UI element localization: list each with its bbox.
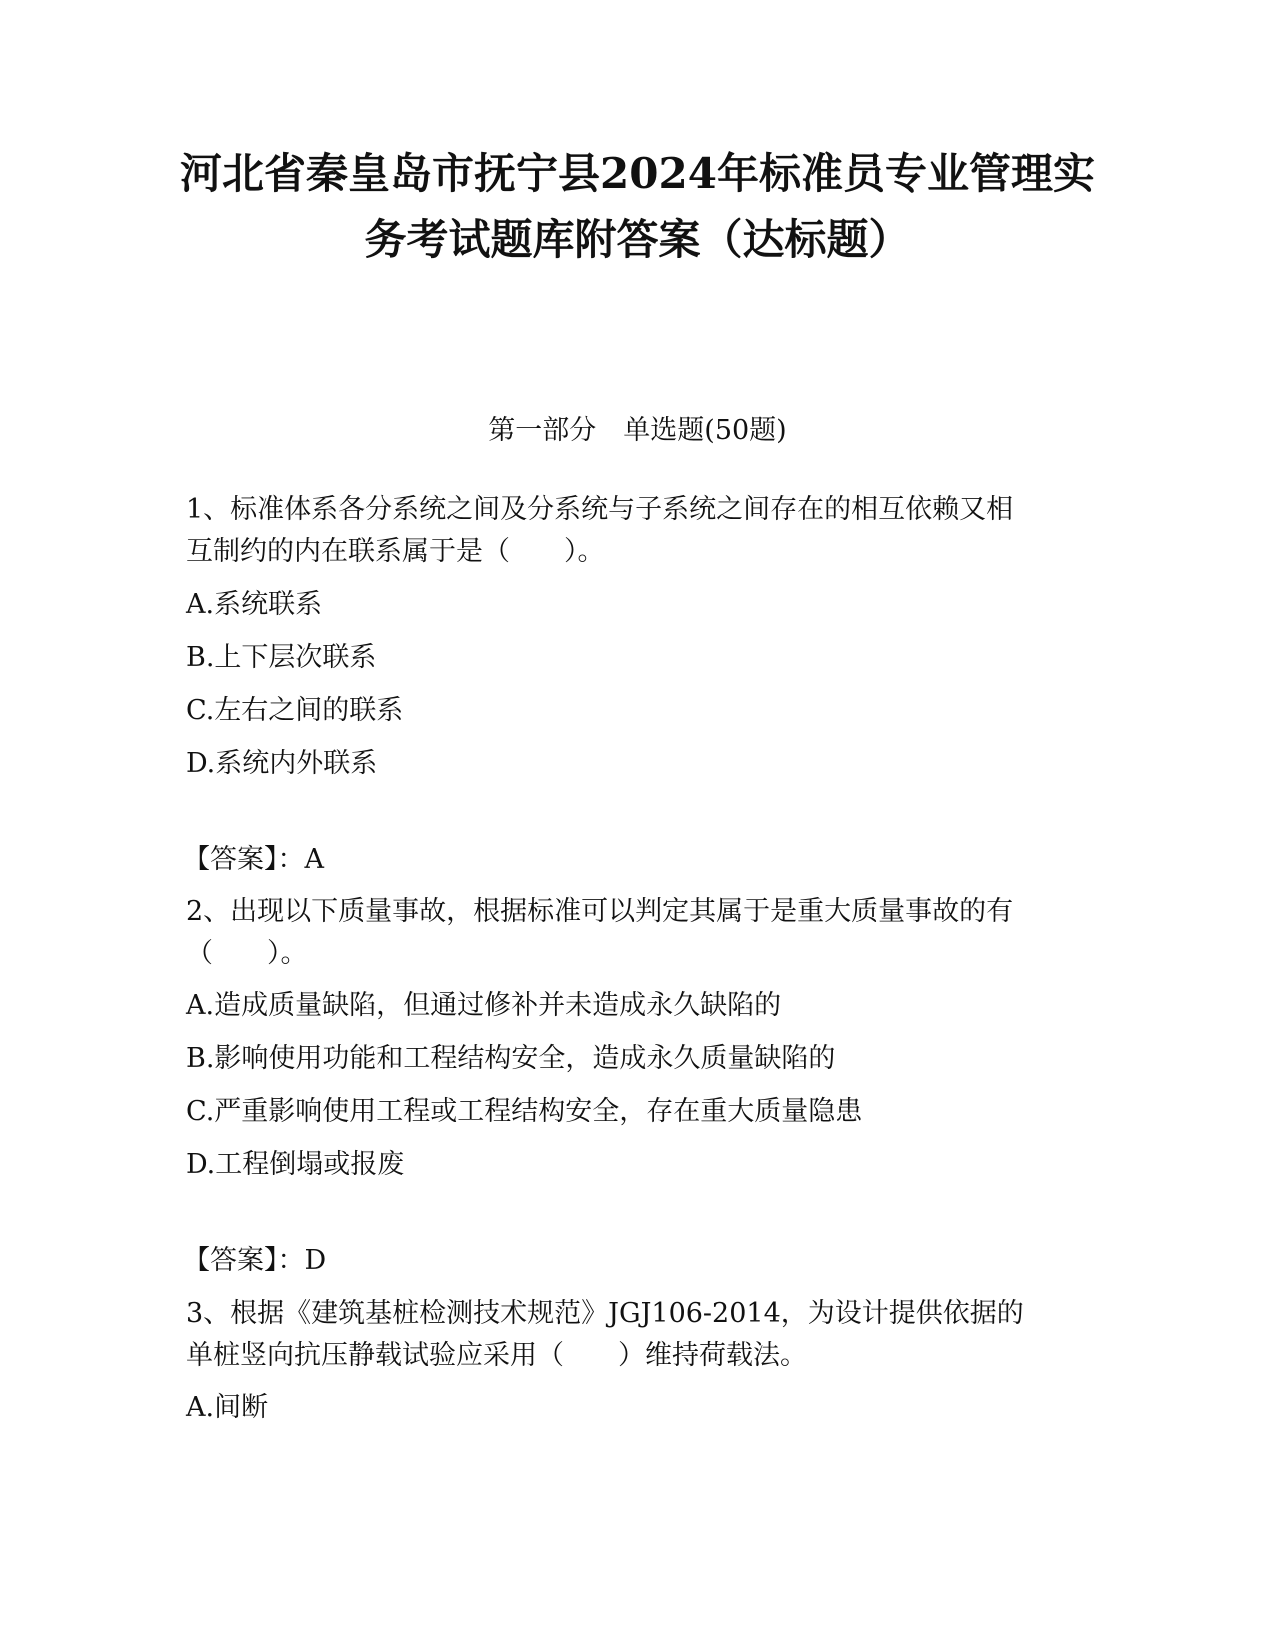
question-1-option-c: C.左右之间的联系 [186, 695, 404, 726]
question-1-option-b: B.上下层次联系 [186, 642, 377, 673]
question-1-stem-line-1: 1、标准体系各分系统之间及分系统与子系统之间存在的相互依赖又相 [186, 494, 1014, 525]
question-1-option-d: D.系统内外联系 [186, 748, 378, 779]
question-2-option-b: B.影响使用功能和工程结构安全，造成永久质量缺陷的 [186, 1043, 836, 1074]
question-1-answer: 【答案】：A [183, 844, 324, 875]
section-heading: 第一部分 单选题(50题) [488, 415, 787, 446]
question-3-stem-line-1: 3、根据《建筑基桩检测技术规范》JGJ106-2014，为设计提供依据的 [186, 1298, 1024, 1329]
question-2-option-c: C.严重影响使用工程或工程结构安全，存在重大质量隐患 [186, 1096, 863, 1127]
document-title-line-2: 务考试题库附答案（达标题） [364, 215, 911, 264]
question-2-answer: 【答案】：D [183, 1245, 327, 1276]
question-2-stem-line-2: （ ）。 [186, 938, 308, 969]
question-2-stem-line-1: 2、出现以下质量事故，根据标准可以判定其属于是重大质量事故的有 [186, 896, 1014, 927]
document-title-line-1: 河北省秦皇岛市抚宁县2024年标准员专业管理实 [180, 149, 1095, 198]
question-1-option-a: A.系统联系 [186, 589, 323, 620]
question-3-stem-line-2: 单桩竖向抗压静载试验应采用（ ）维持荷载法。 [186, 1340, 807, 1371]
question-1-stem-line-2: 互制约的内在联系属于是（ ）。 [186, 536, 605, 567]
question-2-option-d: D.工程倒塌或报废 [186, 1149, 405, 1180]
question-3-option-a: A.间断 [186, 1392, 269, 1423]
question-2-option-a: A.造成质量缺陷，但通过修补并未造成永久缺陷的 [186, 990, 782, 1021]
